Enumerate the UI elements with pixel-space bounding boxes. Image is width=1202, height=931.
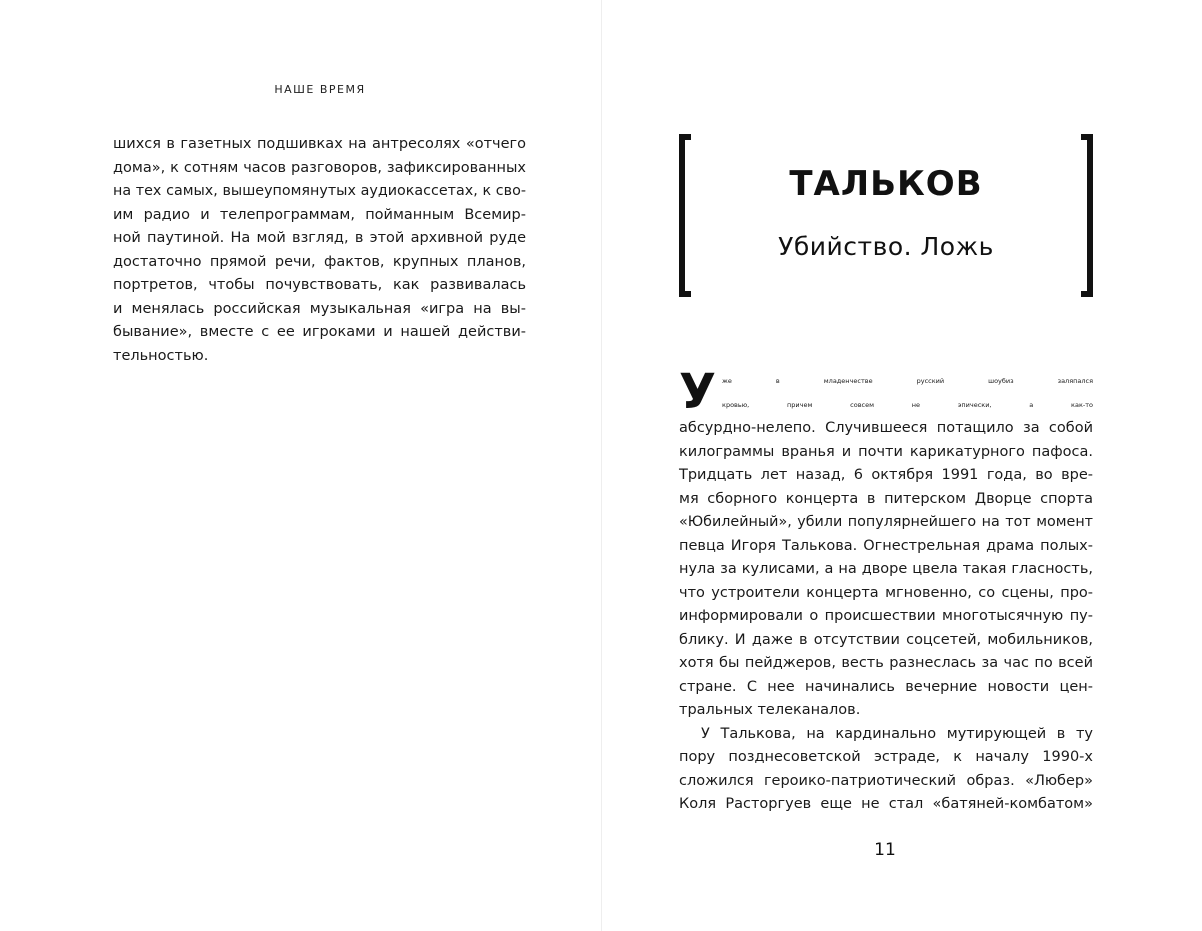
text-line: что устроители концерта мгновенно, со сцены, про-	[679, 584, 1093, 601]
text-line: мя сборного концерта в питерском Дворце спорта	[679, 490, 1093, 507]
text-line: певца Игоря Талькова. Огнестрельная драма полых-	[679, 537, 1093, 554]
text-line: достаточно прямой речи, фактов, крупных планов,	[113, 253, 526, 270]
text-line: нула за кулисами, а на дворе цвела такая гласность,	[679, 561, 1093, 577]
text-line: У Талькова, на кардинально мутирующей в ту	[701, 725, 1093, 742]
text-line: хотя бы пейджеров, весть разнеслась за час по всей	[679, 655, 1093, 671]
text-line: бывание», вместе с ее игроками и нашей действи-	[113, 324, 526, 340]
text-line: Тридцать лет назад, 6 октября 1991 года, во вре-	[679, 467, 1093, 483]
text-line: же в младенчестве русский шоубиз заляпался	[722, 377, 1093, 385]
text-line: пору позднесоветской эстраде, к началу 1990-х	[679, 749, 1093, 765]
text-line: на тех самых, вышеупомянутых аудиокассетах, к сво-	[113, 183, 526, 199]
running-head: НАШЕ ВРЕМЯ	[274, 83, 366, 96]
text-line: абсурдно-нелепо. Случившееся потащило за собой	[679, 420, 1093, 436]
text-line: тральных телеканалов.	[679, 702, 861, 718]
text-line: килограммы вранья и почти карикатурного пафоса.	[679, 443, 1093, 460]
chapter-subtitle: Убийство. Ложь	[778, 232, 994, 261]
text-line: стране. С нее начинались вечерние новости цен-	[679, 678, 1093, 695]
page-gutter	[601, 0, 602, 931]
text-line: портретов, чтобы почувствовать, как развивалась	[113, 277, 526, 293]
chapter-title: ТАЛЬКОВ	[789, 164, 983, 204]
text-line: Коля Расторгуев еще не стал «батяней-комбатом»	[679, 796, 1093, 812]
text-line: блику. И даже в отсутствии соцсетей, мобильников,	[679, 631, 1093, 648]
text-line: информировали о происшествии многотысячную пу-	[679, 608, 1093, 624]
text-line: «Юбилейный», убили популярнейшего на тот момент	[679, 514, 1093, 530]
right-page-text	[679, 364, 1093, 817]
page-number: 11	[874, 840, 896, 860]
left-bracket	[679, 134, 691, 297]
text-line: шихся в газетных подшивках на антресолях «отчего	[113, 136, 526, 152]
text-line: дома», к сотням часов разговоров, зафиксированных	[113, 159, 526, 176]
drop-cap: У	[679, 364, 717, 420]
text-line: тельностью.	[113, 347, 209, 364]
text-line: ной паутиной. На мой взгляд, в этой архивной руде	[113, 230, 526, 246]
right-bracket	[1081, 134, 1093, 297]
left-page-text	[113, 133, 526, 368]
text-line: сложился героико-патриотический образ. «Любер»	[679, 772, 1093, 789]
text-line: и менялась российская музыкальная «игра на вы-	[113, 300, 526, 317]
text-line: им радио и телепрограммам, пойманным Всемир-	[113, 206, 526, 223]
chapter-title-box	[679, 134, 1093, 297]
text-line: кровью, причем совсем не эпически, а как-то	[722, 400, 1093, 409]
